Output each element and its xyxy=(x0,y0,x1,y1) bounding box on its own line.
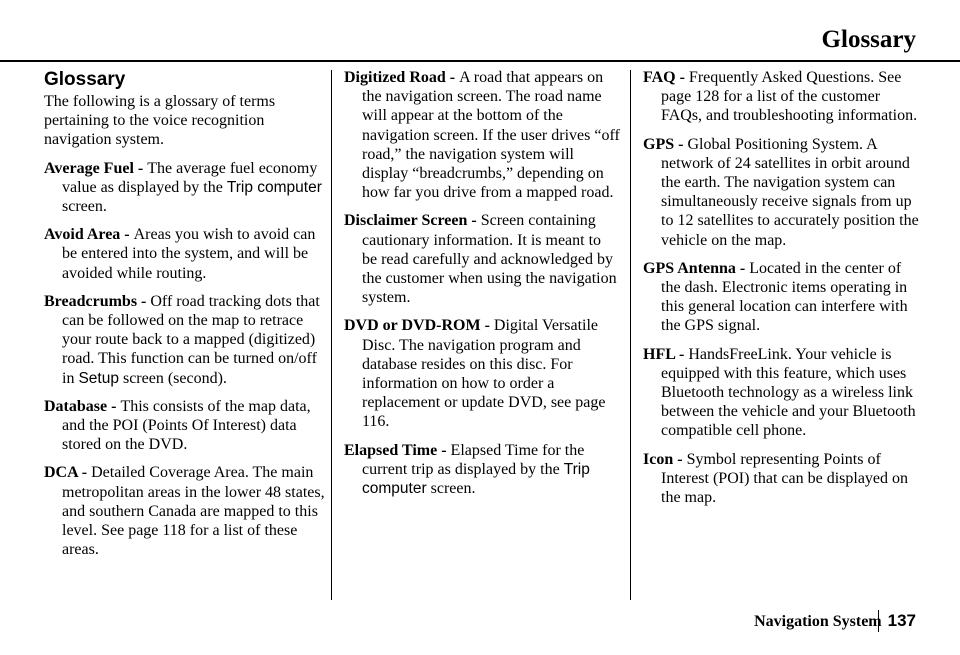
section-title: Glossary xyxy=(44,69,126,90)
entry-definition: Frequently Asked Questions. See page 128 for a list of the customer FAQs, and troubleshooting information. xyxy=(661,69,918,125)
glossary-entry-avoid-area xyxy=(44,225,327,283)
entry-term: DCA - xyxy=(44,464,92,482)
entry-definition: The average fuel economy value as displayed by the xyxy=(62,159,318,196)
column-divider-2 xyxy=(630,70,631,600)
column-divider-1 xyxy=(331,70,332,600)
column-middle xyxy=(344,68,620,507)
entry-term: Avoid Area - xyxy=(44,226,134,244)
entry-definition: Screen containing cautionary information. It is meant to be read carefully and acknowledged by the customer when using the navigation system. xyxy=(362,212,617,307)
entry-definition: A road that appears on the navigation screen. The road name will appear at the bottom of the navigation screen. If the user drives “off road,” the navigation system will display “breadcrumbs,” depending on how far you drive from a mapped road. xyxy=(362,69,620,202)
entry-definition-end: screen. xyxy=(62,198,107,216)
glossary-entry-digitized-road xyxy=(344,68,620,202)
glossary-entry-hfl xyxy=(643,345,919,441)
glossary-entry-dvd xyxy=(344,316,620,431)
intro-paragraph: The following is a glossary of terms pertaining to the voice recognition navigation system. xyxy=(44,93,276,149)
glossary-entry-breadcrumbs xyxy=(44,292,327,388)
header-rule xyxy=(0,60,960,62)
page-number: 137 xyxy=(887,611,916,630)
entry-definition: Elapsed Time for the current trip as displayed by the xyxy=(362,441,585,478)
entry-term: Breadcrumbs - xyxy=(44,292,151,310)
entry-term: FAQ - xyxy=(643,69,689,86)
footer-label: Navigation System xyxy=(754,613,882,630)
glossary-entry-elapsed-time xyxy=(344,441,620,499)
entry-term: GPS Antenna - xyxy=(643,259,750,277)
glossary-entry-icon xyxy=(643,450,919,508)
glossary-entry-gps-antenna xyxy=(643,259,919,336)
entry-ui-word: Trip computer xyxy=(226,178,322,196)
entry-ui-word: Trip computer xyxy=(362,460,590,498)
entry-term: DVD or DVD-ROM - xyxy=(344,317,494,335)
entry-definition: Symbol representing Points of Interest (POI) that can be displayed on the map. xyxy=(661,450,909,507)
entry-term: Digitized Road - xyxy=(344,69,460,86)
glossary-entry-disclaimer-screen xyxy=(344,211,620,307)
entry-term: Icon - xyxy=(643,450,687,468)
column-left xyxy=(44,68,327,568)
entry-term: HFL - xyxy=(643,345,689,363)
entry-term: Disclaimer Screen - xyxy=(344,212,481,230)
entry-definition-end: screen (second). xyxy=(118,369,227,387)
entry-ui-word: Setup xyxy=(78,369,119,387)
entry-term: Average Fuel - xyxy=(44,159,148,177)
entry-definition: This consists of the map data, and the POI (Points Of Interest) data stored on the DVD. xyxy=(62,397,311,454)
entry-definition-end: screen. xyxy=(426,480,476,498)
entry-definition: Off road tracking dots that can be followed on the map to retrace your route back to a mapped (digitized) road. This function can be turned on/off in xyxy=(62,292,320,387)
entry-definition: HandsFreeLink. Your vehicle is equipped with this feature, which uses Bluetooth technology as a wireless link between the vehicle and your Bluetooth compatible cell phone. xyxy=(661,345,916,440)
page-footer xyxy=(754,611,916,631)
glossary-entry-gps xyxy=(643,135,919,250)
entry-definition: Areas you wish to avoid can be entered into the system, and will be avoided while routing. xyxy=(62,226,316,282)
glossary-entry-dca xyxy=(44,463,327,559)
entry-definition: Digital Versatile Disc. The navigation program and database resides on this disc. For information on how to order a replacement or update DVD, see page 116. xyxy=(362,317,606,431)
glossary-entry-database xyxy=(44,397,327,455)
column-right xyxy=(643,68,919,516)
entry-term: GPS - xyxy=(643,135,688,153)
entry-definition: Global Positioning System. A network of 24 satellites in orbit around the earth. The navigation system can simultaneously receive signals from up to 12 satellites to accurately position the vehicle on the map. xyxy=(661,135,919,249)
entry-definition: Detailed Coverage Area. The main metropolitan areas in the lower 48 states, and southern Canada are mapped to this level. See page 118 for a list of these areas. xyxy=(62,464,325,559)
entry-term: Elapsed Time - xyxy=(344,441,451,459)
header-title: Glossary xyxy=(821,26,916,53)
entry-term: Database - xyxy=(44,397,121,415)
glossary-entry-average-fuel xyxy=(44,159,327,217)
entry-definition: Located in the center of the dash. Electronic items operating in this general location can interfere with the GPS signal. xyxy=(661,259,908,335)
glossary-entry-faq xyxy=(643,68,919,126)
